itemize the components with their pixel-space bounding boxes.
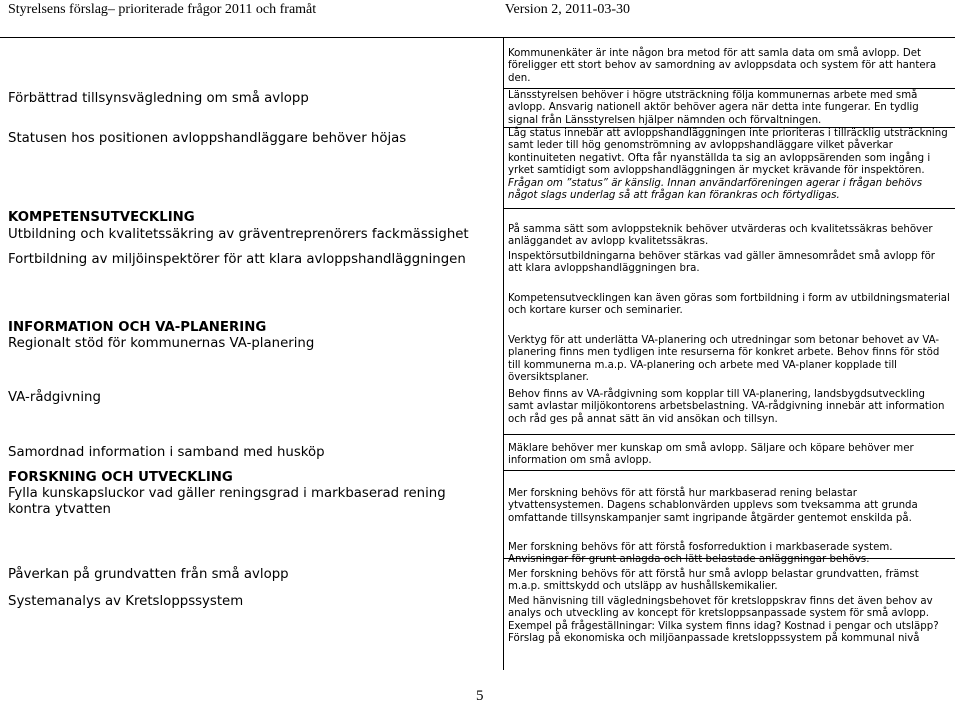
row-separator	[503, 470, 955, 471]
comment-kretslopp: Med hänvisning till vägledningsbehovet för kretsloppskrav finns det även behov av analys och utveckling av koncept för kretsloppsanpassade system för små avlopp. Exempel på frågeställningar: Vilka system finns idag? Kostnad i pengar och utsläpp? Förslag på ekonomiska och miljöanpassade kretsloppssystem på kommunal nivå	[508, 596, 939, 645]
item-radgivning: VA-rådgivning	[8, 390, 101, 405]
column-divider	[503, 38, 504, 670]
item-supervision: Förbättrad tillsynsvägledning om små avlopp	[8, 91, 309, 106]
item-paverkan: Påverkan på grundvatten från små avlopp	[8, 567, 289, 582]
item-status: Statusen hos positionen avloppshandläggare behöver höjas	[8, 131, 407, 146]
heading-forskning: FORSKNING OCH UTVECKLING	[8, 470, 233, 485]
comment-status	[508, 128, 950, 202]
page-number: 5	[476, 688, 484, 704]
comment-status-part1: Låg status innebär att avloppshandläggningen inte prioriteras i tillräcklig utsträckning samt leder till hög genomströmning av avloppshandläggare vilket påverkar kontinuiteten negativt.	[508, 128, 948, 164]
heading-kompetens: KOMPETENSUTVECKLING	[8, 210, 195, 225]
item-fortbildning: Fortbildning av miljöinspektörer för att klara avloppshandläggningen	[8, 252, 466, 267]
comment-kompetensutveckling: Kompetensutvecklingen kan även göras som fortbildning i form av utbildningsmaterial och kortare kurser och seminarier.	[508, 293, 950, 317]
item-fylla: Fylla kunskapsluckor vad gäller reningsgrad i markbaserad rening kontra ytvatten	[8, 486, 446, 517]
page-header	[8, 0, 958, 22]
header-rule	[0, 37, 955, 38]
row-separator	[503, 208, 955, 209]
comment-markbaserad-rening: Mer forskning behövs för att förstå hur markbaserad rening belastar ytvattensystemen. Dagens schablonvärden upplevs som tveksamma att grunda omfattande tillsynskampanjer samt ingripande åtgärder gentemot enskilda på.	[508, 488, 918, 524]
comment-va-radgivning: Behov finns av VA-rådgivning som kopplar till VA-planering, landsbygdsutveckling samt avlastar miljökontorens arbetsbelastning. VA-rådgivning innebär att information och råd ges på annat sätt än vid ansökan och tillsyn.	[508, 389, 945, 425]
comment-maklare: Mäklare behöver mer kunskap om små avlopp. Säljare och köpare behöver mer information om små avlopp.	[508, 443, 914, 467]
heading-information: INFORMATION OCH VA-PLANERING	[8, 320, 267, 335]
comment-inspektorsutbildning: Inspektörsutbildningarna behöver stärkas vad gäller ämnesområdet små avlopp för att klara avloppshandläggningen bra.	[508, 251, 935, 275]
comment-va-planering: Verktyg för att underlätta VA-planering och utredningar som betonar behovet av VA-planering finns men tydligen inte resurserna för konkret arbete. Behov finns för stöd till kommunerna m.a.p. VA-planering och arbete med VA-planer kopplade till översiktsplaner.	[508, 335, 940, 384]
item-systemanalys: Systemanalys av Kretsloppssystem	[8, 594, 244, 609]
comment-kommunenkater: Kommunenkäter är inte någon bra metod för att samla data om små avlopp. Det föreligger ett stort behov av samordning av avloppsdata och system för att hantera den.	[508, 48, 937, 84]
row-separator	[503, 434, 955, 435]
item-samordnad: Samordnad information i samband med husköp	[8, 445, 325, 460]
row-separator	[503, 88, 955, 89]
document-version: Version 2, 2011-03-30	[504, 2, 630, 17]
item-utbildning: Utbildning och kvalitetssäkring av gräventreprenörers fackmässighet	[8, 227, 469, 242]
comment-status-part2: Ofta får nyanställda ta sig an avloppsärenden som ingång i yrket samtidigt som avloppshandläggningen är mycket krävande för inspektören.	[508, 152, 931, 177]
comment-status-part3: Frågan om ”status” är känslig. Innan användarföreningen agerar i frågan behövs något slags underlag så att frågan kan förankras och förtydligas.	[508, 177, 923, 202]
comment-fosforreduktion: Mer forskning behövs för att förstå fosforreduktion i markbaserade system. Anvisningar för grunt anlagda och lätt belastade anläggningar behövs.	[508, 542, 893, 566]
comment-grundvatten: Mer forskning behövs för att förstå hur små avlopp belastar grundvatten, främst m.a.p. smittskydd och utsläpp av hushållskemikalier.	[508, 569, 919, 593]
item-regionalt: Regionalt stöd för kommunernas VA-planering	[8, 336, 315, 351]
document-title: Styrelsens förslag– prioriterade frågor 2011 och framåt	[8, 2, 317, 17]
comment-lansstyrelsen: Länsstyrelsen behöver i högre utsträckning följa kommunernas arbete med små avlopp. Ansvarig nationell aktör behöver agera när detta inte fungerar. En tydlig signal från Länsstyrelsen hjälper nämnden och förvaltningen.	[508, 90, 919, 126]
comment-kvalitetssakring: På samma sätt som avloppsteknik behöver utvärderas och kvalitetssäkras behöver anläggandet av avlopp kvalitetssäkras.	[508, 224, 933, 248]
